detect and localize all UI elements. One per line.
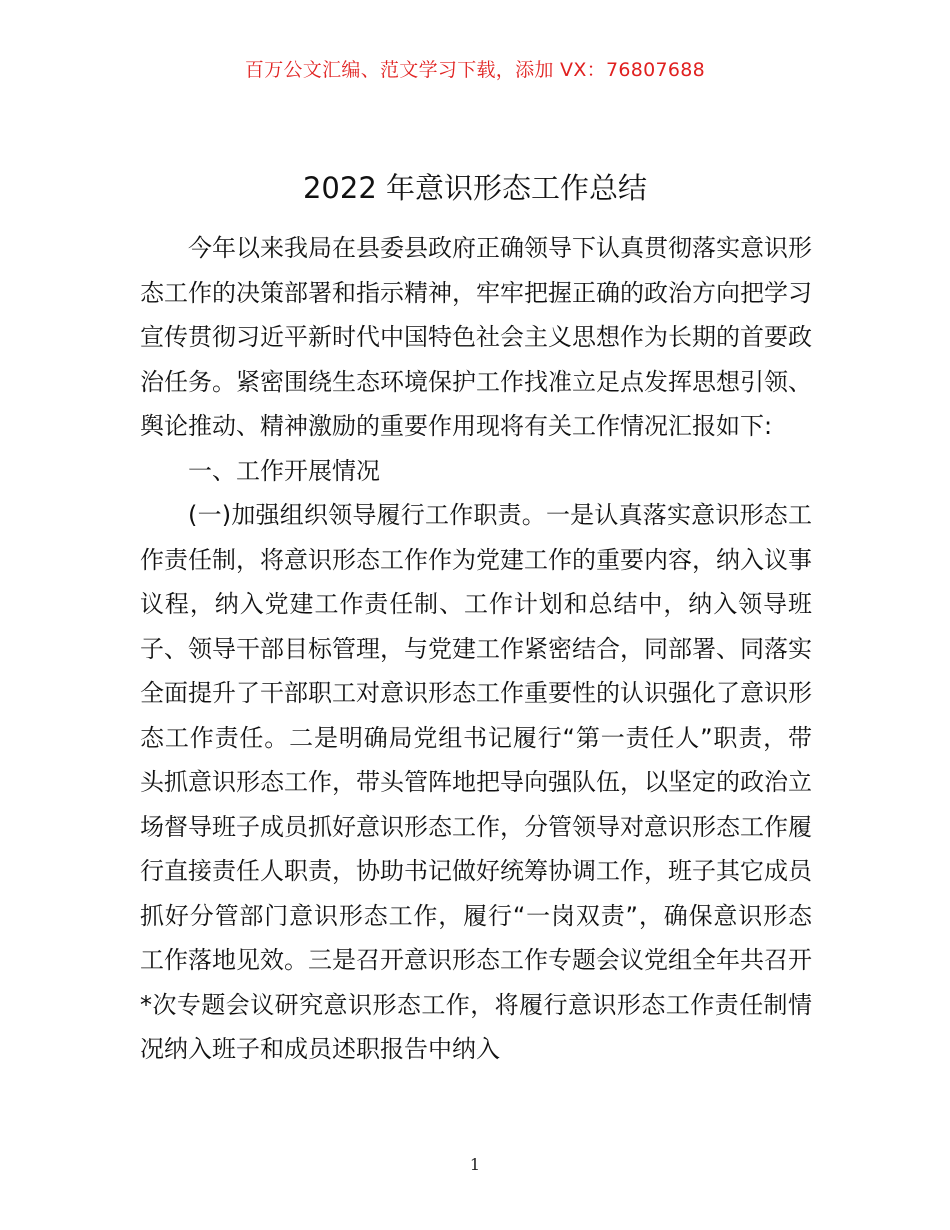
page-number: 1 (469, 1155, 481, 1174)
watermark-text: 百万公文汇编、范文学习下载，添加 VX：76807688 (244, 59, 706, 81)
section-paragraph: (一)加强组织领导履行工作职责。一是认真落实意识形态工作责任制，将意识形态工作作为党建工作的重要内容，纳入议事议程，纳入党建工作责任制、工作计划和总结中，纳入领导班子、领导干部目标管理，与党建工作紧密结合，同部署、同落实全面提升了干部职工对意识形态工作重要性的认识强化了意识形态工作责任。二是明确局党组书记履行“第一责任人”职责，带头抓意识形态工作，带头管阵地把导向强队伍，以坚定的政治立场督导班子成员抓好意识形态工作，分管领导对意识形态工作履行直接责任人职责，协助书记做好统筹协调工作，班子其它成员抓好分管部门意识形态工作，履行“一岗双责”，确保意识形态工作落地见效。三是召开意识形态工作专题会议党组全年共召开*次专题会议研究意识形态工作，将履行意识形态工作责任制情况纳入班子和成员述职报告中纳入 (140, 501, 812, 1063)
section-heading: 一、工作开展情况 (188, 456, 380, 485)
intro-paragraph: 今年以来我局在县委县政府正确领导下认真贯彻落实意识形态工作的决策部署和指示精神，牢牢把握正确的政治方向把学习宣传贯彻习近平新时代中国特色社会主义思想作为长期的首要政治任务。紧密围绕生态环境保护工作找准立足点发挥思想引领、舆论推动、精神激励的重要作用现将有关工作情况汇报如下: (140, 234, 812, 440)
document-body (140, 226, 812, 1072)
document-title: 2022 年意识形态工作总结 (302, 171, 648, 205)
